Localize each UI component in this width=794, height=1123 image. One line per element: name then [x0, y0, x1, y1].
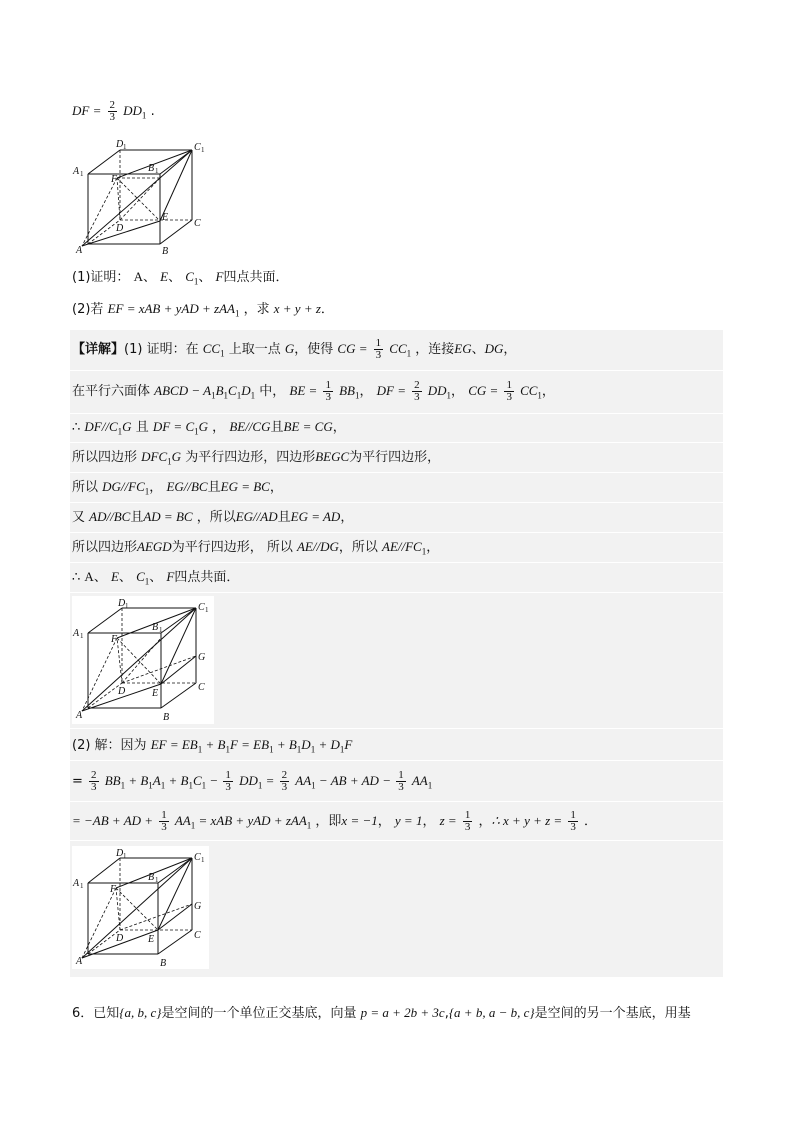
- solution-line-4: 所以四边形 $DFC_1G$ 为平行四边形，四边形BEGC为平行四边形，: [72, 449, 441, 467]
- divider: [70, 760, 723, 761]
- svg-text:A: A: [73, 628, 80, 639]
- parallelepiped-figure-2: [72, 596, 214, 724]
- svg-text:C: C: [198, 682, 205, 693]
- df-ratio-line: DF = $\frac{2}{3}$ $DD_1$ .: [72, 99, 155, 123]
- svg-text:D: D: [118, 598, 126, 609]
- svg-text:E: E: [152, 688, 159, 699]
- parallelepiped-figure-3: [72, 846, 209, 969]
- svg-text:A: A: [73, 878, 80, 889]
- svg-text:1: 1: [80, 170, 84, 178]
- divider: [70, 442, 723, 443]
- question-part-1: (1)证明： A、 E、 $C_1$、 F四点共面．: [72, 269, 289, 287]
- solution-line-8: ∴ A、 E、 $C_1$、 F四点共面．: [72, 569, 240, 587]
- part2-line-2: = $\frac{2}{3}$ $BB_1 + B_1A_1 + B_1C_1$ − $\frac{1}{3}$ $DD_1$ = $\frac{2}{3}$ $AA_1$ − AB + AD − $\frac{1}{3}$ $AA_1$: [72, 769, 433, 793]
- solution-line-7: 所以四边形AEGD为平行四边形， 所以 AE//DG，所以 $AE//FC_1$，: [72, 539, 440, 557]
- svg-text:1: 1: [125, 602, 129, 610]
- svg-text:C: C: [194, 852, 201, 863]
- solution-line-2: 在平行六面体 ABCD − $A_1B_1C_1D_1$ 中， BE = $\frac{1}{3}$ $BB_1$， DF = $\frac{2}{3}$ $DD_1$， CG = $\frac{1}{3}$ $CC_1$，: [72, 379, 555, 403]
- solution-line-5: 所以 $DG//FC_1$， EG//BC且EG = BC，: [72, 479, 283, 497]
- svg-text:F: F: [111, 174, 118, 185]
- svg-text:1: 1: [123, 143, 127, 151]
- svg-text:F: F: [111, 634, 118, 645]
- svg-text:B: B: [148, 872, 155, 883]
- divider: [70, 532, 723, 533]
- fraction: $\frac{2}{3}$: [109, 99, 115, 123]
- question-6: 6．已知{a, b, c}是空间的一个单位正交基底，向量 p = a + 2b + 3c,{a + b, a − b, c}是空间的另一个基底，用基: [72, 1005, 691, 1021]
- divider: [70, 562, 723, 563]
- svg-text:B: B: [163, 712, 170, 723]
- svg-text:D: D: [116, 933, 124, 944]
- svg-text:1: 1: [123, 852, 127, 860]
- svg-text:1: 1: [80, 882, 84, 890]
- svg-text:D: D: [116, 848, 124, 859]
- divider: [70, 502, 723, 503]
- svg-text:A: A: [76, 245, 83, 256]
- divider: [70, 472, 723, 473]
- svg-text:B: B: [148, 163, 155, 174]
- svg-text:A: A: [76, 710, 83, 721]
- divider: [70, 728, 723, 729]
- svg-text:1: 1: [201, 856, 205, 864]
- svg-text:C: C: [198, 602, 205, 613]
- svg-text:G: G: [198, 652, 206, 663]
- svg-text:1: 1: [159, 626, 163, 634]
- solution-line-3: ∴ $DF//C_1G$ 且 DF = $C_1G$ ， BE//CG且BE = CG，: [72, 419, 346, 437]
- parallelepiped-figure-1: [72, 138, 212, 256]
- svg-text:1: 1: [201, 146, 205, 154]
- divider: [70, 840, 723, 841]
- part2-line-3: = −AB + AD + $\frac{1}{3}$ $AA_1$ = xAB + yAD + zAA$_1$ ，即x = −1， y = 1， z = $\frac{1}{3}$ ，∴ x + y + z = $\frac{1}{3}$ ．: [72, 809, 597, 833]
- svg-text:F: F: [110, 884, 117, 895]
- svg-text:A: A: [73, 166, 80, 177]
- divider: [70, 592, 723, 593]
- svg-text:1: 1: [205, 606, 209, 614]
- solution-header: 【详解】: [72, 342, 125, 357]
- svg-text:B: B: [152, 622, 159, 633]
- svg-text:1: 1: [155, 167, 159, 175]
- divider: [70, 413, 723, 414]
- svg-text:1: 1: [155, 876, 159, 884]
- divider: [70, 370, 723, 371]
- svg-text:C: C: [194, 930, 201, 941]
- svg-text:1: 1: [80, 632, 84, 640]
- solution-line-6: 又 AD//BC且AD = BC ，所以EG//AD且EG = AD，: [72, 509, 354, 525]
- svg-text:B: B: [160, 958, 167, 969]
- svg-text:E: E: [162, 212, 169, 223]
- svg-text:C: C: [194, 142, 201, 153]
- divider: [70, 801, 723, 802]
- svg-text:D: D: [116, 223, 124, 234]
- svg-text:A: A: [76, 956, 83, 967]
- svg-text:G: G: [194, 901, 202, 912]
- question-part-2: (2)若 EF = xAB + yAD + zAA$_1$ ，求 x + y + z．: [72, 301, 334, 319]
- svg-text:C: C: [194, 218, 201, 229]
- svg-text:D: D: [116, 139, 124, 150]
- svg-text:E: E: [148, 934, 155, 945]
- solution-line-1: 【详解】(1) 证明：在 $CC_1$ 上取一点 G，使得 CG = $\frac{1}{3}$ $CC_1$ ，连接EG、DG，: [72, 337, 517, 361]
- part2-line-1: (2) 解：因为 EF = $EB_1 + B_1F = EB_1 + B_1D_1 + D_1F$: [72, 737, 353, 755]
- svg-text:D: D: [118, 686, 126, 697]
- svg-text:B: B: [162, 246, 169, 256]
